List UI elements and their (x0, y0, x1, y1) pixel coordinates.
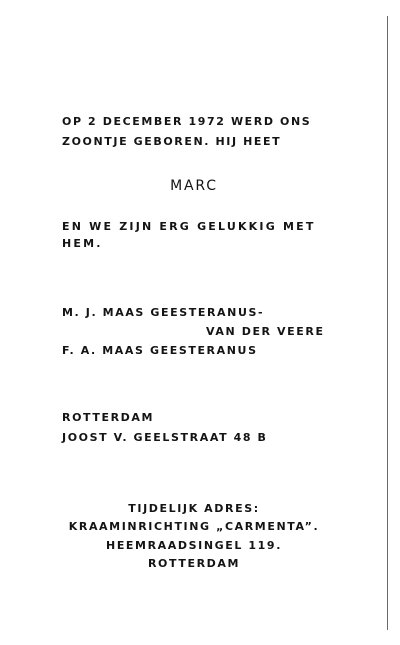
temporary-address-street: HEEMRAADSINGEL 119. (106, 539, 282, 552)
card-fold-edge (387, 16, 388, 630)
home-street: JOOST V. GEELSTRAAT 48 B (62, 431, 268, 444)
father-name-line-1: M. J. MAAS GEESTERANUS- (62, 306, 265, 319)
temporary-address-heading: TIJDELIJK ADRES: (128, 502, 260, 515)
mother-name: F. A. MAAS GEESTERANUS (62, 344, 258, 357)
intro-line-2: ZOONTJE GEBOREN. HIJ HEET (62, 135, 282, 148)
father-name-line-2: VAN DER VEERE (206, 325, 325, 338)
joy-line-2: HEM. (62, 237, 103, 250)
child-name: MARC (170, 178, 218, 194)
intro-line-1: OP 2 DECEMBER 1972 WERD ONS (62, 115, 312, 128)
joy-line-1: EN WE ZIJN ERG GELUKKIG MET (62, 220, 316, 233)
temporary-address-city: ROTTERDAM (147, 557, 241, 570)
temporary-address-facility: KRAAMINRICHTING „CARMENTA”. (68, 520, 320, 533)
home-city: ROTTERDAM (62, 411, 155, 424)
